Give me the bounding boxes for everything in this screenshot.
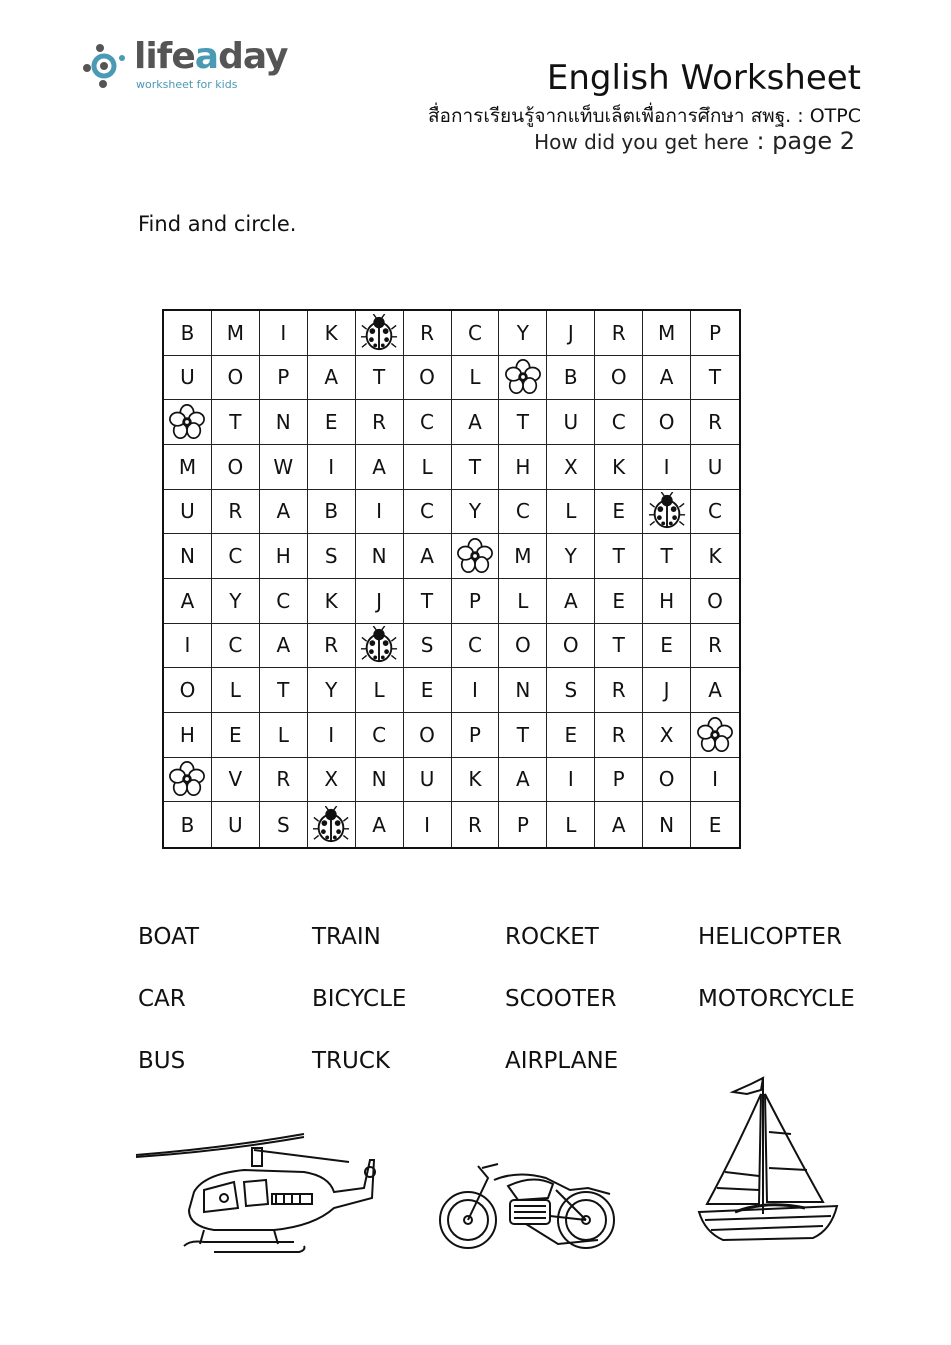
flower-icon bbox=[696, 716, 734, 754]
grid-cell-letter: K bbox=[308, 311, 356, 356]
grid-cell-letter: R bbox=[691, 400, 739, 445]
grid-cell-letter: J bbox=[547, 311, 595, 356]
grid-cell-letter: R bbox=[308, 624, 356, 669]
page-number: : page 2 bbox=[748, 127, 855, 155]
grid-cell-letter: A bbox=[308, 356, 356, 401]
grid-cell-letter: R bbox=[691, 624, 739, 669]
grid-cell-letter: O bbox=[164, 668, 212, 713]
grid-cell-letter: R bbox=[212, 490, 260, 535]
word-boat: BOAT bbox=[138, 924, 200, 950]
logo-wordmark: lifeaday bbox=[134, 36, 288, 77]
page-label bbox=[534, 127, 855, 155]
grid-cell-letter: K bbox=[595, 445, 643, 490]
grid-cell-letter: O bbox=[404, 713, 452, 758]
grid-cell-letter: P bbox=[691, 311, 739, 356]
grid-cell-letter: M bbox=[212, 311, 260, 356]
grid-cell-letter: X bbox=[643, 713, 691, 758]
grid-cell-letter: X bbox=[308, 758, 356, 803]
grid-cell-letter: H bbox=[643, 579, 691, 624]
word-rocket: ROCKET bbox=[505, 924, 599, 950]
grid-cell-letter: T bbox=[212, 400, 260, 445]
grid-cell-letter: M bbox=[164, 445, 212, 490]
grid-cell-letter: L bbox=[260, 713, 308, 758]
grid-cell-letter: C bbox=[212, 624, 260, 669]
grid-cell-letter: C bbox=[452, 311, 500, 356]
grid-cell-flower bbox=[164, 758, 212, 803]
grid-cell-letter: S bbox=[547, 668, 595, 713]
grid-cell-letter: L bbox=[547, 490, 595, 535]
grid-cell-letter: T bbox=[404, 579, 452, 624]
grid-cell-letter: P bbox=[452, 579, 500, 624]
grid-cell-letter: O bbox=[643, 400, 691, 445]
grid-cell-ladybug bbox=[356, 624, 404, 669]
grid-cell-letter: H bbox=[164, 713, 212, 758]
motorcycle-illustration bbox=[438, 1160, 618, 1255]
grid-cell-letter: O bbox=[212, 356, 260, 401]
instruction-text: Find and circle. bbox=[138, 212, 297, 236]
ladybug-icon bbox=[648, 492, 686, 530]
grid-cell-letter: R bbox=[595, 311, 643, 356]
grid-cell-letter: O bbox=[643, 758, 691, 803]
grid-cell-letter: R bbox=[595, 713, 643, 758]
grid-cell-letter: H bbox=[499, 445, 547, 490]
grid-cell-letter: K bbox=[308, 579, 356, 624]
grid-cell-letter: C bbox=[212, 534, 260, 579]
grid-cell-letter: C bbox=[691, 490, 739, 535]
grid-cell-letter: Y bbox=[308, 668, 356, 713]
grid-cell-letter: L bbox=[404, 445, 452, 490]
grid-cell-letter: O bbox=[595, 356, 643, 401]
grid-cell-letter: K bbox=[691, 534, 739, 579]
grid-cell-letter: S bbox=[404, 624, 452, 669]
grid-cell-letter: C bbox=[452, 624, 500, 669]
grid-cell-flower bbox=[452, 534, 500, 579]
grid-cell-letter: B bbox=[308, 490, 356, 535]
word-train: TRAIN bbox=[312, 924, 381, 950]
grid-cell-letter: N bbox=[499, 668, 547, 713]
grid-cell-letter: S bbox=[260, 802, 308, 847]
logo-molecule-icon bbox=[82, 40, 132, 90]
grid-cell-letter: I bbox=[691, 758, 739, 803]
grid-cell-letter: E bbox=[404, 668, 452, 713]
word-bicycle: BICYCLE bbox=[312, 986, 407, 1012]
grid-cell-letter: X bbox=[547, 445, 595, 490]
grid-cell-letter: T bbox=[356, 356, 404, 401]
grid-cell-letter: T bbox=[499, 713, 547, 758]
grid-cell-letter: M bbox=[499, 534, 547, 579]
worksheet-title: English Worksheet bbox=[546, 58, 861, 98]
grid-cell-ladybug bbox=[308, 802, 356, 847]
grid-cell-letter: A bbox=[356, 445, 404, 490]
grid-cell-letter: B bbox=[547, 356, 595, 401]
grid-cell-letter: U bbox=[164, 490, 212, 535]
grid-cell-letter: U bbox=[691, 445, 739, 490]
grid-cell-letter: O bbox=[404, 356, 452, 401]
grid-cell-ladybug bbox=[356, 311, 404, 356]
grid-cell-letter: I bbox=[643, 445, 691, 490]
grid-cell-letter: R bbox=[404, 311, 452, 356]
logo-tagline: worksheet for kids bbox=[136, 78, 238, 91]
grid-cell-letter: L bbox=[499, 579, 547, 624]
grid-cell-flower bbox=[499, 356, 547, 401]
grid-cell-letter: A bbox=[595, 802, 643, 847]
grid-cell-letter: T bbox=[499, 400, 547, 445]
grid-cell-letter: T bbox=[643, 534, 691, 579]
worksheet-subtitle: สื่อการเรียนรู้จากแท็บเล็ตเพื่อการศึกษา สพฐ. : OTPC bbox=[427, 105, 861, 127]
grid-cell-letter: A bbox=[547, 579, 595, 624]
word-scooter: SCOOTER bbox=[505, 986, 617, 1012]
grid-cell-ladybug bbox=[643, 490, 691, 535]
grid-cell-letter: T bbox=[691, 356, 739, 401]
grid-cell-letter: A bbox=[499, 758, 547, 803]
grid-cell-letter: B bbox=[164, 311, 212, 356]
word-search-grid bbox=[162, 309, 741, 849]
grid-cell-letter: J bbox=[643, 668, 691, 713]
grid-cell-letter: N bbox=[164, 534, 212, 579]
grid-cell-letter: Y bbox=[499, 311, 547, 356]
grid-cell-letter: E bbox=[708, 812, 722, 837]
grid-cell-letter: Y bbox=[452, 490, 500, 535]
grid-cell-flower bbox=[164, 400, 212, 445]
helicopter-illustration bbox=[134, 1130, 384, 1255]
grid-cell-letter: N bbox=[260, 400, 308, 445]
question-label: How did you get here bbox=[534, 130, 749, 154]
grid-cell-letter: I bbox=[308, 713, 356, 758]
flower-icon bbox=[168, 760, 206, 798]
grid-cell-letter: W bbox=[260, 445, 308, 490]
grid-cell-letter: E bbox=[308, 400, 356, 445]
grid-cell-letter: E bbox=[547, 713, 595, 758]
grid-cell-letter: I bbox=[452, 668, 500, 713]
grid-cell-letter: T bbox=[452, 445, 500, 490]
grid-cell-letter: P bbox=[595, 758, 643, 803]
flower-icon bbox=[504, 358, 542, 396]
grid-cell-letter: A bbox=[260, 490, 308, 535]
grid-cell-letter: O bbox=[547, 624, 595, 669]
grid-cell-letter: I bbox=[356, 490, 404, 535]
grid-cell-letter: T bbox=[595, 534, 643, 579]
grid-cell-letter: N bbox=[643, 802, 691, 847]
grid-cell-letter: N bbox=[356, 758, 404, 803]
grid-cell-letter: U bbox=[164, 356, 212, 401]
grid-cell-letter: N bbox=[356, 534, 404, 579]
grid-cell-letter: U bbox=[404, 758, 452, 803]
grid-cell-letter: V bbox=[212, 758, 260, 803]
grid-cell-letter: A bbox=[452, 400, 500, 445]
grid-cell-letter: L bbox=[356, 668, 404, 713]
grid-cell-letter: R bbox=[356, 400, 404, 445]
grid-cell-letter: E bbox=[643, 624, 691, 669]
grid-cell-letter: I bbox=[547, 758, 595, 803]
word-bus: BUS bbox=[138, 1048, 186, 1074]
grid-cell-letter: I bbox=[164, 624, 212, 669]
grid-cell-letter: L bbox=[547, 802, 595, 847]
grid-cell-letter: U bbox=[212, 802, 260, 847]
grid-cell-letter: C bbox=[260, 579, 308, 624]
grid-cell-letter: E bbox=[595, 579, 643, 624]
grid-cell-letter: E bbox=[595, 490, 643, 535]
grid-cell-letter: O bbox=[691, 579, 739, 624]
grid-cell-letter: L bbox=[212, 668, 260, 713]
sailboat-illustration bbox=[695, 1072, 845, 1247]
grid-cell-letter: R bbox=[452, 802, 500, 847]
ladybug-icon bbox=[360, 314, 398, 352]
grid-cell-letter: C bbox=[404, 490, 452, 535]
grid-cell-letter: T bbox=[595, 624, 643, 669]
grid-cell-letter: C bbox=[595, 400, 643, 445]
grid-cell-letter: O bbox=[499, 624, 547, 669]
grid-cell-letter: R bbox=[260, 758, 308, 803]
grid-cell-letter: J bbox=[356, 579, 404, 624]
grid-cell-letter: A bbox=[691, 668, 739, 713]
grid-cell-letter: I bbox=[308, 445, 356, 490]
grid-cell-letter: Y bbox=[212, 579, 260, 624]
grid-cell-letter: I bbox=[404, 802, 452, 847]
grid-cell-letter: O bbox=[212, 445, 260, 490]
grid-cell-letter: A bbox=[404, 534, 452, 579]
grid-cell-letter: M bbox=[643, 311, 691, 356]
grid-cell-letter: A bbox=[260, 624, 308, 669]
word-helicopter: HELICOPTER bbox=[698, 924, 843, 950]
grid-cell-letter: A bbox=[164, 579, 212, 624]
grid-cell-letter: T bbox=[260, 668, 308, 713]
grid-cell-letter: A bbox=[643, 356, 691, 401]
grid-cell-letter: C bbox=[499, 490, 547, 535]
grid-cell-letter: Y bbox=[547, 534, 595, 579]
grid-cell-letter: L bbox=[452, 356, 500, 401]
ladybug-icon bbox=[312, 806, 350, 844]
grid-cell-letter: U bbox=[547, 400, 595, 445]
grid-cell-letter: P bbox=[452, 713, 500, 758]
ladybug-icon bbox=[360, 626, 398, 664]
grid-cell-letter: K bbox=[452, 758, 500, 803]
grid-cell-letter: P bbox=[499, 802, 547, 847]
grid-cell-letter: S bbox=[308, 534, 356, 579]
word-car: CAR bbox=[138, 986, 186, 1012]
flower-icon bbox=[168, 403, 206, 441]
grid-cell-letter: P bbox=[260, 356, 308, 401]
word-motorcycle: MOTORCYCLE bbox=[698, 986, 855, 1012]
word-airplane: AIRPLANE bbox=[505, 1048, 619, 1074]
grid-cell-letter: H bbox=[260, 534, 308, 579]
grid-cell-flower bbox=[691, 713, 739, 758]
grid-cell-letter: C bbox=[356, 713, 404, 758]
flower-icon bbox=[456, 537, 494, 575]
word-truck: TRUCK bbox=[312, 1048, 391, 1074]
grid-cell-letter: A bbox=[356, 802, 404, 847]
grid-cell-letter: R bbox=[595, 668, 643, 713]
grid-cell-letter: B bbox=[164, 802, 212, 847]
grid-cell-letter: I bbox=[260, 311, 308, 356]
lifeaday-logo bbox=[82, 36, 288, 96]
grid-cell-letter: C bbox=[404, 400, 452, 445]
grid-cell-letter: E bbox=[212, 713, 260, 758]
